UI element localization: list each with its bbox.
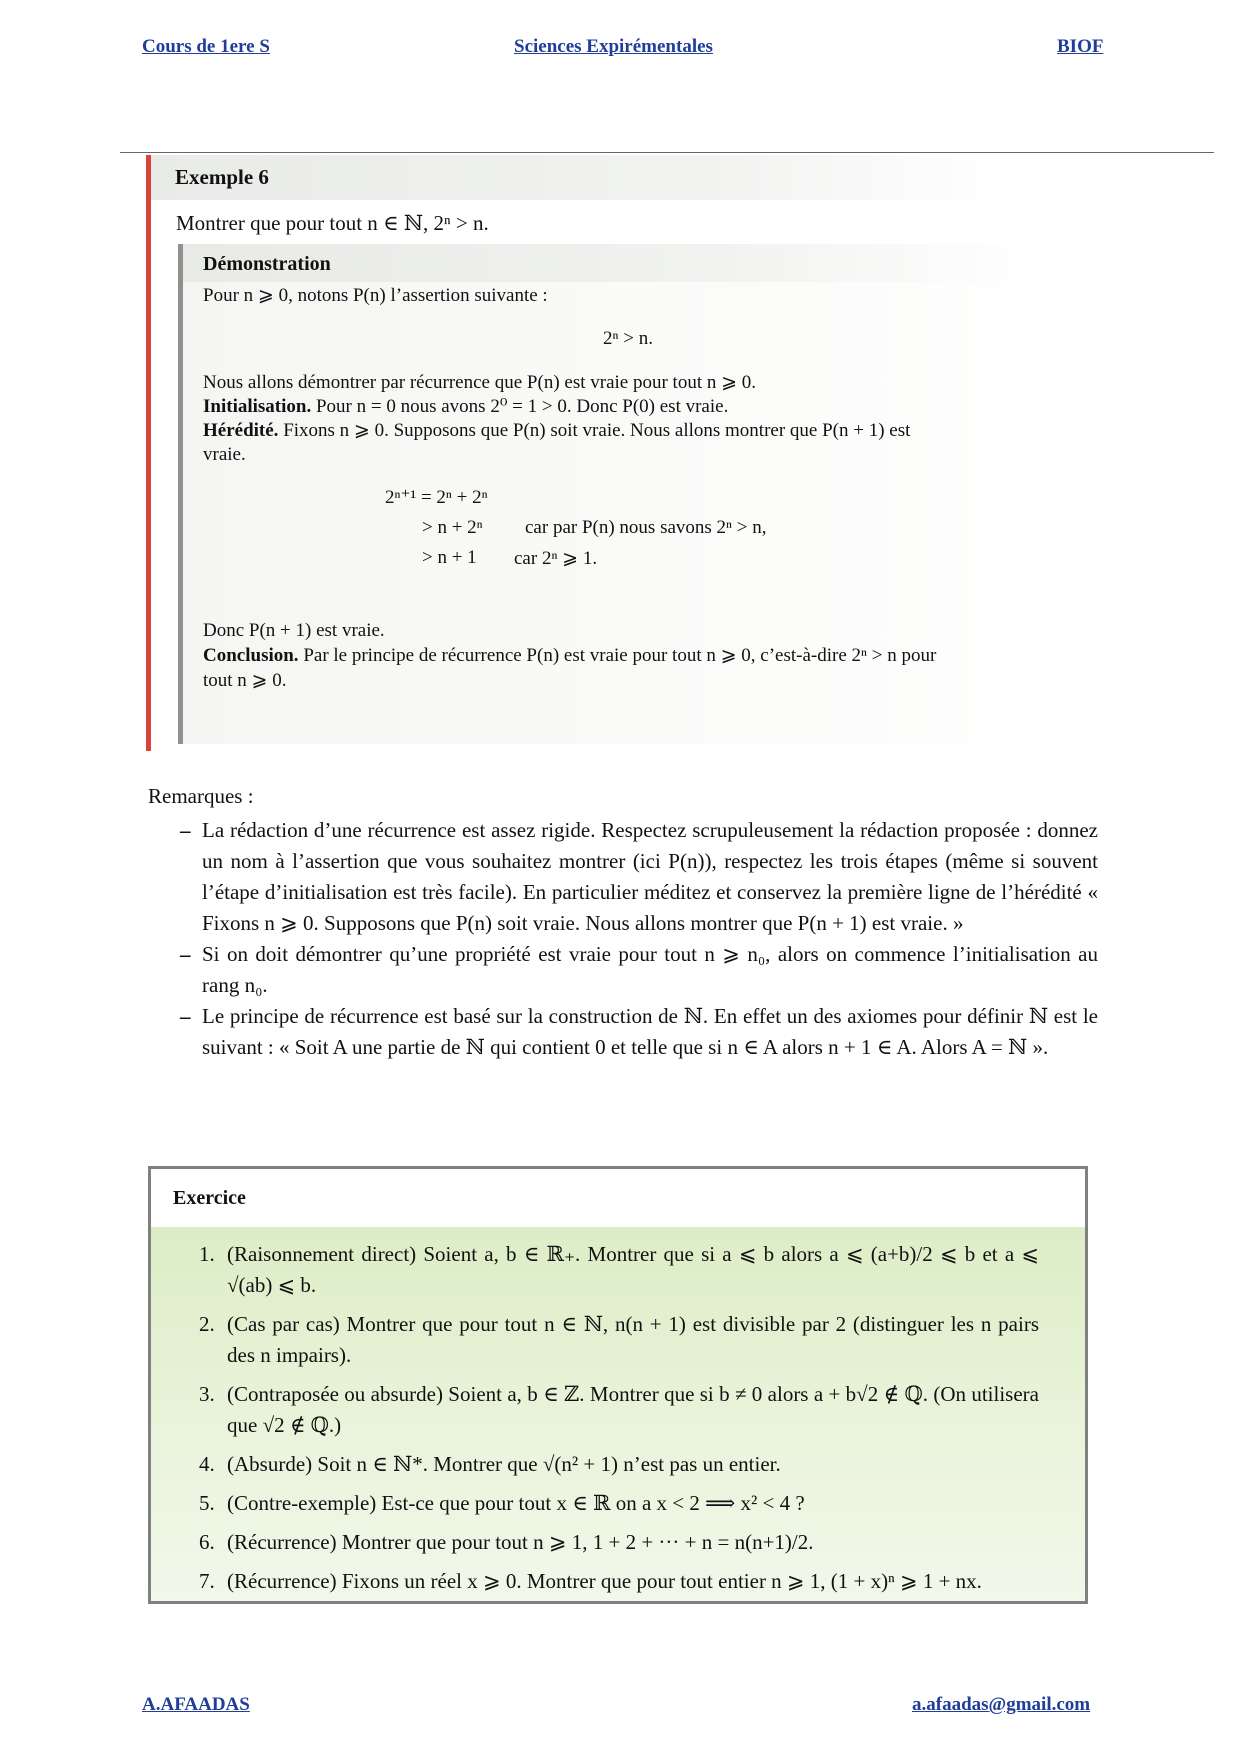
initialisation-text: Pour n = 0 nous avons 2⁰ = 1 > 0. Donc P(0) est vraie. (311, 396, 729, 417)
exercise-item-text: (Contre-exemple) Est-ce que pour tout x ∈ ℝ on a x < 2 ⟹ x² < 4 ? (227, 1491, 805, 1515)
proof-title: Démonstration (203, 253, 331, 275)
exercise-item (199, 1449, 1039, 1480)
exercise-item-text: (Récurrence) Fixons un réel x ⩾ 0. Montrer que pour tout entier n ⩾ 1, (1 + x)ⁿ ⩾ 1 + nx. (227, 1569, 982, 1593)
heredite-label: Hérédité. (203, 420, 279, 441)
exercise-item (199, 1309, 1039, 1371)
equation-line-2-reason: car par P(n) nous savons 2ⁿ > n, (525, 517, 767, 538)
header-divider (120, 152, 1214, 153)
exercise-item-text: (Cas par cas) Montrer que pour tout n ∈ ℕ, n(n + 1) est divisible par 2 (distinguer les n pairs des n impairs). (227, 1312, 1039, 1367)
exercise-item-number: 7. (199, 1569, 215, 1593)
proof-line-2: Nous allons démontrer par récurrence que P(n) est vraie pour tout n ⩾ 0. (203, 372, 757, 393)
footer-author-link[interactable]: A.AFAADAS (142, 1694, 250, 1715)
header-section-link[interactable]: Sciences Expirémentales (514, 36, 713, 57)
proof-line-1: Pour n ⩾ 0, notons P(n) l’assertion suivante : (203, 285, 548, 306)
proof-heredite-cont: vraie. (203, 444, 246, 465)
header-course-link[interactable]: Cours de 1ere S (142, 36, 270, 57)
exercise-item-number: 3. (199, 1382, 215, 1406)
exercise-item-number: 4. (199, 1452, 215, 1476)
exercise-item-text: (Raisonnement direct) Soient a, b ∈ ℝ₊. Montrer que si a ⩽ b alors a ⩽ (a+b)/2 ⩽ b et a ⩽ √(ab) ⩽ b. (227, 1242, 1039, 1297)
proof-conclusion-cont: tout n ⩾ 0. (203, 670, 287, 691)
exercise-item-number: 5. (199, 1491, 215, 1515)
exercise-body (151, 1227, 1085, 1604)
exercise-box (148, 1166, 1088, 1604)
example-box (146, 155, 1104, 751)
proof-initialisation (203, 395, 728, 418)
equation-line-3: > n + 1 (422, 547, 477, 568)
exercise-title-bar (151, 1169, 1085, 1227)
exercise-title: Exercice (173, 1187, 246, 1209)
exercise-item-text: (Récurrence) Montrer que pour tout n ⩾ 1, 1 + 2 + ··· + n = n(n+1)/2. (227, 1530, 814, 1554)
example-statement: Montrer que pour tout n ∈ ℕ, 2ⁿ > n. (176, 211, 489, 235)
exercise-item (199, 1527, 1039, 1558)
heredite-text: Fixons n ⩾ 0. Supposons que P(n) soit vraie. Nous allons montrer que P(n + 1) est (278, 420, 911, 441)
proof-conclusion (203, 644, 936, 667)
equation-line-1: 2ⁿ⁺¹ = 2ⁿ + 2ⁿ (385, 487, 488, 508)
exercise-item-number: 6. (199, 1530, 215, 1554)
proof-line-3: Donc P(n + 1) est vraie. (203, 620, 385, 641)
footer-email-link[interactable]: a.afaadas@gmail.com (912, 1694, 1091, 1715)
exercise-item-text: (Absurde) Soit n ∈ ℕ*. Montrer que √(n² + 1) n’est pas un entier. (227, 1452, 781, 1476)
proof-box (178, 244, 1109, 744)
exercise-item-text: (Contraposée ou absurde) Soient a, b ∈ ℤ. Montrer que si b ≠ 0 alors a + b√2 ∉ ℚ. (On utilisera que √2 ∉ ℚ.) (227, 1382, 1039, 1437)
conclusion-label: Conclusion. (203, 645, 299, 666)
proof-formula: 2ⁿ > n. (603, 328, 653, 349)
example-title: Exemple 6 (175, 165, 269, 189)
remarks-title: Remarques : (148, 784, 254, 808)
equation-line-2: > n + 2ⁿ (422, 517, 483, 538)
remark-item: – Le principe de récurrence est basé sur la construction de ℕ. En effet un des axiomes pour définir ℕ est le suivant : « Soit A une partie de ℕ qui contient 0 et telle que si n ∈ A alors n + 1 ∈ A. Alors A = ℕ ». (180, 1001, 1098, 1063)
equation-line-3-reason: car 2ⁿ ⩾ 1. (514, 548, 598, 569)
header-track-link[interactable]: BIOF (1057, 36, 1104, 57)
exercise-item (199, 1566, 1039, 1597)
exercise-item (199, 1239, 1039, 1301)
proof-heredite (203, 419, 910, 442)
exercise-list (199, 1239, 1039, 1604)
remarks-list (180, 815, 1098, 1063)
exercise-item (199, 1379, 1039, 1441)
remark-item: – Si on doit démontrer qu’une propriété est vraie pour tout n ⩾ n₀, alors on commence l’initialisation au rang n₀. (180, 939, 1098, 1001)
remark-item: – La rédaction d’une récurrence est assez rigide. Respectez scrupuleusement la rédaction proposée : donnez un nom à l’assertion que vous souhaitez montrer (ici P(n)), respectez les trois étapes (même si souvent l’étape d’initialisation est très facile). En particulier méditez et conservez la première ligne de l’hérédité « Fixons n ⩾ 0. Supposons que P(n) soit vraie. Nous allons montrer que P(n + 1) est vraie. » (180, 815, 1098, 939)
exercise-item (199, 1488, 1039, 1519)
example-title-bar (151, 155, 1011, 200)
conclusion-text: Par le principe de récurrence P(n) est vraie pour tout n ⩾ 0, c’est-à-dire 2ⁿ > n pour (298, 645, 937, 666)
proof-title-bar (183, 244, 1043, 282)
initialisation-label: Initialisation. (203, 396, 312, 417)
exercise-item-number: 2. (199, 1312, 215, 1336)
exercise-item-number: 1. (199, 1242, 215, 1266)
